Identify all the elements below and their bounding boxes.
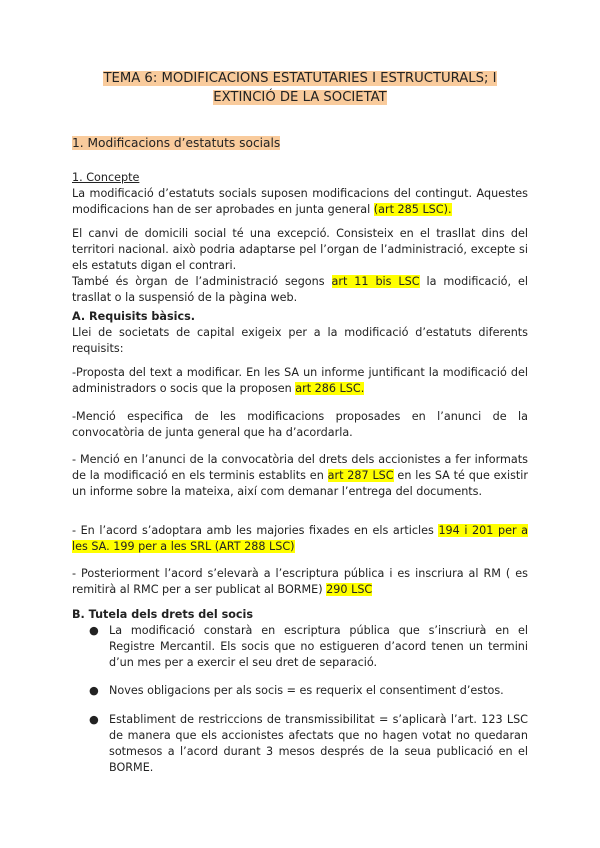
requisit-5: [72, 566, 528, 598]
requisits-intro: Llei de societats de capital exigeix per a la modificació d’estatuts diferents requisits:: [72, 326, 528, 355]
concepte-paragraph-2-block: [72, 226, 528, 306]
requisit-5-a: - Posteriorment l’acord s’elevarà a l’escriptura pública i es inscriura al RM ( es remitirà al RMC per a ser publicat al BORME): [72, 567, 528, 596]
tutela-list-2: [72, 683, 528, 699]
tutela-heading: B. Tutela dels drets del socis: [72, 608, 254, 621]
requisits-heading: A. Requisits bàsics.: [72, 310, 196, 323]
document-title: [60, 69, 540, 107]
ref-art-11-bis: art 11 bis LSC: [331, 275, 420, 288]
title-line-2: EXTINCIÓ DE LA SOCIETAT: [213, 90, 387, 105]
requisit-1-text: -Proposta del text a modificar. En les SA un informe juntificant la modificació del administradors o socis que la proposen: [72, 366, 528, 395]
ref-art-285: (art 285 LSC).: [373, 203, 452, 216]
ref-art-290: 290 LSC: [326, 583, 373, 596]
requisit-2-text: -Menció especifica de les modificacions proposades en l’anunci de la convocatòria de junta general que ha d’acordarla.: [72, 410, 528, 439]
list-item: ● Establiment de restriccions de transmissibilitat = s’aplicarà l’art. 123 LSC de manera que els accionistes afectats que no hagen votat no quedaran sotmesos a l’acord durant 3 mesos després de la seua publicació en el BORME.: [89, 713, 528, 774]
section-heading-text: 1. Modificacions d’estatuts socials: [72, 136, 281, 150]
requisit-4-a: - En l’acord s’adoptara amb les majories fixades en els articles: [72, 524, 439, 537]
concepte-heading: 1. Concepte: [72, 171, 140, 184]
list-item: ● Noves obligacions per als socis = es requerix el consentiment d’estos.: [89, 684, 504, 697]
requisit-3-a: - Menció en l’anunci de la convocatòria del drets dels accionistes a fer informats de la modificació en els terminis establits en: [72, 453, 528, 482]
concepte-p3-b: la modificació, el trasllat o la suspensió de la pàgina web.: [72, 275, 529, 304]
requisit-3: [72, 452, 528, 500]
requisits-section: [72, 309, 528, 357]
title-line-1: TEMA 6: MODIFICACIONS ESTATUTARIES I ESTRUCTURALS; I: [103, 71, 497, 86]
concepte-section: [72, 170, 528, 218]
concepte-p1-text: La modificació d’estatuts socials suposen modificacions del contingut. Aquestes modificacions han de ser aprobades en junta general: [72, 187, 528, 216]
bullet-icon: ●: [89, 713, 99, 726]
requisit-3-b: en les SA té que existir un informe sobre la mateixa, així com demanar l’entrega del documents.: [72, 469, 528, 498]
bullet-icon: ●: [89, 624, 99, 637]
ref-art-287: art 287 LSC: [327, 469, 394, 482]
requisit-1: [72, 365, 528, 397]
requisit-2: [72, 409, 528, 441]
list-item: ● La modificació constarà en escriptura pública que s’inscriurà en el Registre Mercantil. Els socis que no estigueren d’acord tenen un termini d’un mes per a exercir el seu dret de separació.: [89, 624, 528, 669]
concepte-paragraph-1: [72, 186, 528, 218]
section-heading: [72, 136, 280, 150]
tutela-list-1: [72, 623, 528, 671]
concepte-paragraph-2: El canvi de domicili social té una excepció. Consisteix en el trasllat dins del territori nacional. això podria adaptarse pel l’organ de l’administració, excepte si els estatuts digan el contrari.: [72, 227, 528, 272]
concepte-p3-a: També és òrgan de l’administració segons: [72, 275, 332, 288]
concepte-paragraph-3: [72, 274, 528, 306]
ref-art-194-201: 194 i 201 per a les SA. 199 per a les SRL (ART 288 LSC): [72, 524, 529, 553]
requisit-4: [72, 523, 528, 555]
tutela-heading-block: [72, 607, 528, 623]
bullet-icon: ●: [89, 684, 99, 697]
ref-art-286: art 286 LSC.: [295, 382, 365, 395]
tutela-list-3: [72, 712, 528, 776]
